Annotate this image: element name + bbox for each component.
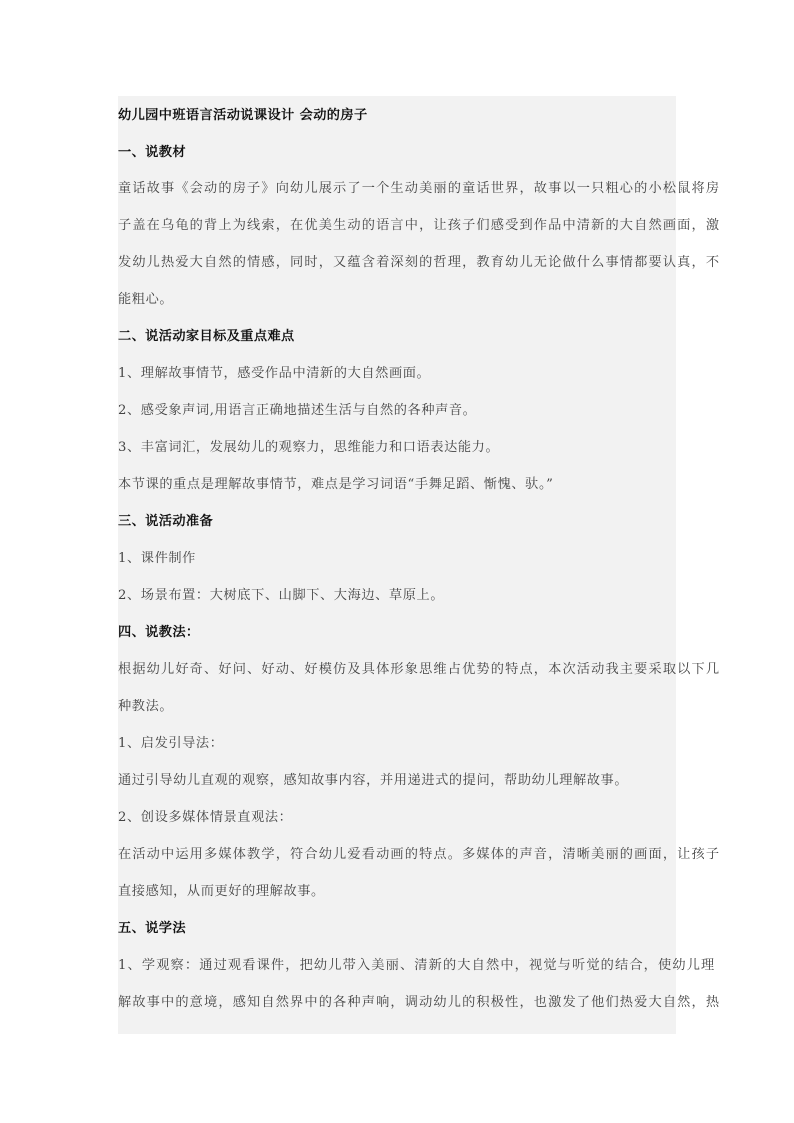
- section-heading: 幼儿园中班语言活动说课设计 会动的房子: [118, 108, 368, 123]
- body-text-line: 1、理解故事情节，感受作品中清新的大自然画面。: [118, 366, 431, 381]
- body-text-line: 本节课的重点是理解故事情节，难点是学习词语“手舞足蹈、惭愧、驮。”: [118, 477, 554, 492]
- body-text-line: 2、场景布置：大树底下、山脚下、大海边、草原上。: [118, 588, 445, 603]
- body-text-line: 直接感知，从而更好的理解故事。: [118, 884, 325, 899]
- section-heading: 二、说活动家目标及重点难点: [118, 329, 295, 344]
- body-text-line: 通过引导幼儿直观的观察，感知故事内容，并用递进式的提问，帮助幼儿理解故事。: [118, 773, 629, 788]
- body-text-line: 发幼儿热爱大自然的情感，同时，又蕴含着深刻的哲理，教育幼儿无论做什么事情都要认真，不: [118, 255, 721, 270]
- body-text-line: 1、课件制作: [118, 551, 196, 566]
- body-text-line: 根据幼儿好奇、好问、好动、好模仿及具体形象思维占优势的特点，本次活动我主要采取以下几: [118, 662, 721, 677]
- body-text-line: 子盖在乌龟的背上为线索，在优美生动的语言中，让孩子们感受到作品中清新的大自然画面，激: [118, 218, 721, 233]
- body-text-line: 1、启发引导法：: [118, 736, 224, 751]
- body-text-line: 2、创设多媒体情景直观法：: [118, 810, 293, 825]
- section-heading: 五、说学法: [118, 921, 186, 936]
- body-text-line: 在活动中运用多媒体教学，符合幼儿爱看动画的特点。多媒体的声音，清晰美丽的画面，让孩子: [118, 847, 721, 862]
- body-text-line: 种教法。: [118, 699, 174, 714]
- body-text-line: 3、丰富词汇，发展幼儿的观察力，思维能力和口语表达能力。: [118, 440, 500, 455]
- body-text-line: 解故事中的意境，感知自然界中的各种声响，调动幼儿的积极性，也激发了他们热爱大自然，热: [118, 995, 721, 1010]
- section-heading: 四、说教法：: [118, 625, 200, 640]
- body-text-line: 童话故事《会动的房子》向幼儿展示了一个生动美丽的童话世界，故事以一只粗心的小松鼠将房: [118, 181, 721, 196]
- body-text-line: 2、感受象声词,用语言正确地描述生活与自然的各种声音。: [118, 403, 477, 418]
- section-heading: 三、说活动准备: [118, 514, 214, 529]
- section-heading: 一、说教材: [118, 145, 186, 160]
- body-text-line: 1、学观察：通过观看课件，把幼儿带入美丽、清新的大自然中，视觉与听觉的结合，使幼儿理: [118, 958, 716, 973]
- body-text-line: 能粗心。: [118, 292, 174, 307]
